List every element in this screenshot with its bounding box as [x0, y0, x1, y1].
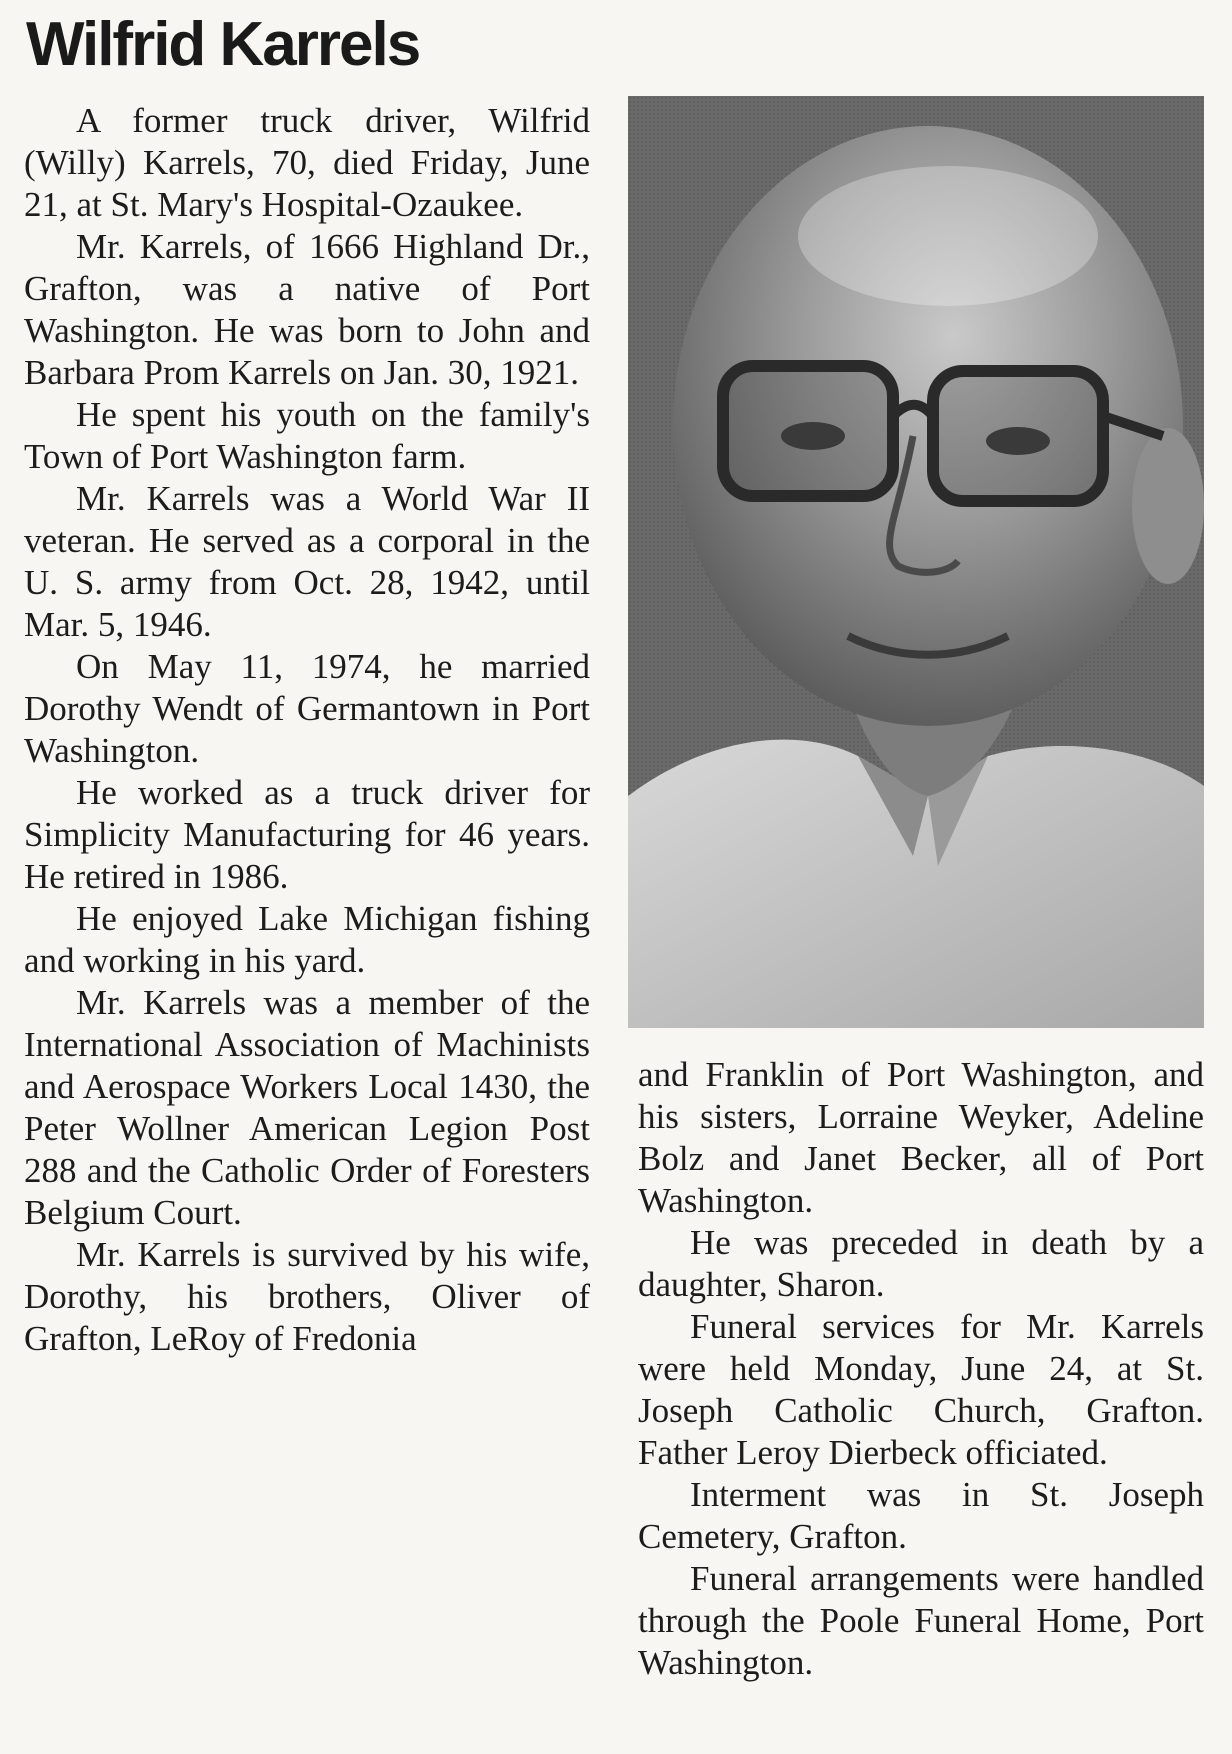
- paragraph-interment: Interment was in St. Joseph Cemetery, Grafton.: [638, 1475, 1204, 1556]
- paragraph-funeral-services: Funeral services for Mr. Karrels were held Monday, June 24, at St. Joseph Catholic Church, Grafton. Father Leroy Dierbeck officiated.: [638, 1307, 1204, 1472]
- paragraph-hobbies: He enjoyed Lake Michigan fishing and working in his yard.: [24, 899, 590, 980]
- paragraph-survivors: Mr. Karrels is survived by his wife, Dorothy, his brothers, Oliver of Grafton, LeRoy of Fredonia: [24, 1235, 590, 1358]
- obituary-text-right-column: [638, 1054, 1204, 1684]
- paragraph-residence-birth: Mr. Karrels, of 1666 Highland Dr., Grafton, was a native of Port Washington. He was born to John and Barbara Prom Karrels on Jan. 30, 1921.: [24, 227, 590, 392]
- paragraph-marriage: On May 11, 1974, he married Dorothy Wendt of Germantown in Port Washington.: [24, 647, 590, 770]
- paragraph-career: He worked as a truck driver for Simplicity Manufacturing for 46 years. He retired in 1986.: [24, 773, 590, 896]
- paragraph-funeral-arrangements: Funeral arrangements were handled through the Poole Funeral Home, Port Washington.: [638, 1559, 1204, 1682]
- paragraph-preceded-in-death: He was preceded in death by a daughter, Sharon.: [638, 1223, 1204, 1304]
- portrait-photo: [628, 96, 1204, 1028]
- paragraph-survivors-continued: and Franklin of Port Washington, and his sisters, Lorraine Weyker, Adeline Bolz and Janet Becker, all of Port Washington.: [638, 1055, 1204, 1220]
- paragraph-military-service: Mr. Karrels was a World War II veteran. He served as a corporal in the U. S. army from Oct. 28, 1942, until Mar. 5, 1946.: [24, 479, 590, 644]
- paragraph-youth: He spent his youth on the family's Town of Port Washington farm.: [24, 395, 590, 476]
- obituary-headline: Wilfrid Karrels: [26, 10, 420, 79]
- obituary-text-left-column: [24, 100, 590, 1360]
- paragraph-memberships: Mr. Karrels was a member of the International Association of Machinists and Aerospace Workers Local 1430, the Peter Wollner American Legion Post 288 and the Catholic Order of Foresters Belgium Court.: [24, 983, 590, 1232]
- paragraph-death-notice: A former truck driver, Wilfrid (Willy) Karrels, 70, died Friday, June 21, at St. Mary's Hospital-Ozaukee.: [24, 101, 590, 224]
